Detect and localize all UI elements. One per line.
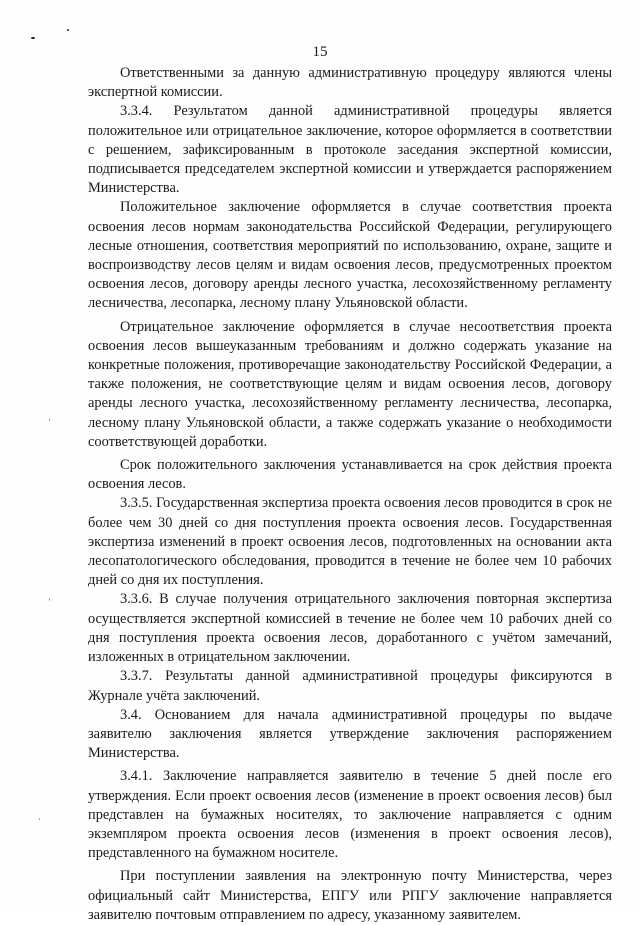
paragraph-3-3-5: 3.3.5. Государственная экспертиза проекта освоения лесов проводится в срок не более чем 30 дней со дня поступления проекта освоения лесов. Государственная экспертиза изменений в проект освоения лесов, подготовленных на основании акта лесопатологического обследования, проводится в течение не более чем 10 рабочих дней со дня их поступления. xyxy=(88,495,612,589)
scan-speck xyxy=(49,598,50,601)
scan-speck xyxy=(39,818,40,820)
scan-speck xyxy=(31,37,35,39)
paragraph-responsible: Ответственными за данную административную процедуру являются члены экспертной комиссии. xyxy=(88,65,612,101)
paragraph-validity-term: Срок положительного заключения устанавливается на срок действия проекта освоения лесов. xyxy=(88,457,612,493)
scan-speck xyxy=(49,418,50,421)
paragraph-3-4: 3.4. Основанием для начала административной процедуры по выдаче заявителю заключения является утверждение заключения распоряжением Министерства. xyxy=(88,706,612,762)
paragraph-negative-conclusion: Отрицательное заключение оформляется в случае несоответствия проекта освоения лесов вышеуказанным требованиям и должно содержать указание на конкретные положения, противоречащие законодательству Российской Федерации, а также положения, не соответствующие целям и видам освоения лесов, договору аренды лесного участка, лесохозяйственному регламенту лесничества, лесопарка, лесному плану Ульяновской области, а также содержать указание о необходимости соответствующей доработки. xyxy=(88,318,612,450)
paragraph-electronic-submission: При поступлении заявления на электронную почту Министерства, через официальный сайт Министерства, ЕПГУ или РПГУ заключение направляется заявителю почтовым отправлением по адресу, указанному заявителем. xyxy=(88,868,612,923)
paragraph-3-4-1: 3.4.1. Заключение направляется заявителю в течение 5 дней после его утверждения. Если проект освоения лесов (изменение в проект освоения лесов) был представлен на бумажных носителях, то заключение направляется с одним экземпляром проекта освоения лесов (изменения в проект освоения лесов), представленного на бумажном носителе. xyxy=(88,768,612,862)
paragraph-3-3-7: 3.3.7. Результаты данной административной процедуры фиксируются в Журнале учёта заключений. xyxy=(88,668,612,704)
page-number: 15 xyxy=(312,44,328,60)
paragraph-positive-conclusion: Положительное заключение оформляется в случае соответствия проекта освоения лесов нормам законодательства Российской Федерации, регулирующего лесные отношения, соответствия мероприятий по использованию, охране, защите и воспроизводству лесов целям и видам освоения лесов, предусмотренных проектом освоения лесов, договору аренды лесного участка, лесохозяйственному регламенту лесничества, лесопарка, лесному плану Ульяновской области. xyxy=(88,199,612,312)
paragraph-3-3-4: 3.3.4. Результатом данной административной процедуры является положительное или отрицательное заключение, которое оформляется в соответствии с решением, зафиксированным в протоколе заседания экспертной комиссии, подписывается председателем экспертной комиссии и утверждается распоряжением Министерства. xyxy=(88,103,612,197)
scan-speck xyxy=(67,29,69,31)
paragraph-3-3-6: 3.3.6. В случае получения отрицательного заключения повторная экспертиза осуществляется экспертной комиссией в течение не более чем 10 рабочих дней со дня поступления проекта освоения лесов, доработанного с учётом замечаний, изложенных в отрицательном заключении. xyxy=(88,591,612,666)
document-body xyxy=(88,64,612,925)
